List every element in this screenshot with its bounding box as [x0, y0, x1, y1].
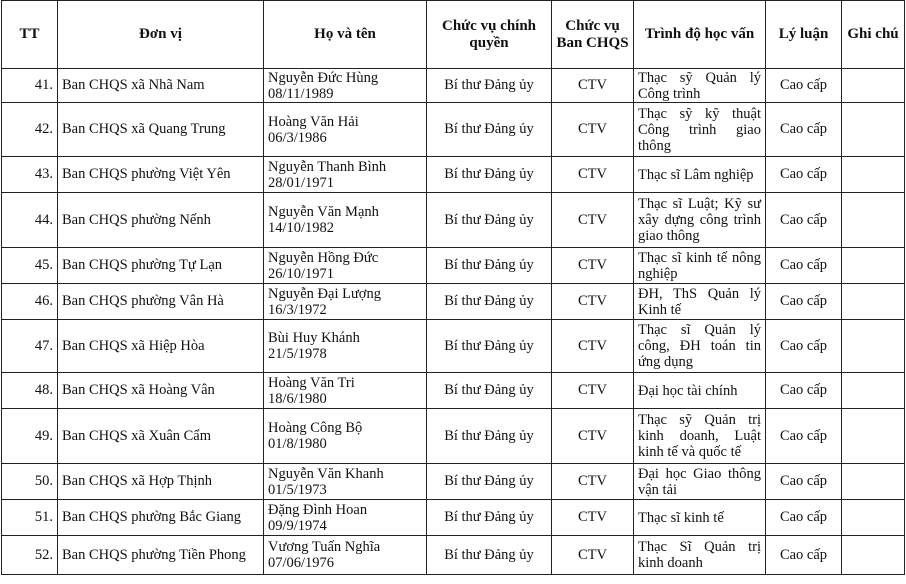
note-cell [842, 284, 905, 320]
birth-date: 01/8/1980 [268, 436, 327, 452]
theory-cell: Cao cấp [766, 193, 842, 248]
theory-cell: Cao cấp [766, 500, 842, 536]
birth-date: 06/3/1986 [268, 129, 327, 146]
name-cell [264, 157, 427, 193]
education-cell: Thạc sĩ kinh tế nông nghiệp [634, 248, 766, 284]
chqs-position-cell: CTV [552, 103, 634, 157]
unit-cell: Ban CHQS xã Xuân Cẩm [58, 409, 264, 464]
header-education: Trình độ học vấn [634, 1, 766, 69]
header-theory: Lý luận [766, 1, 842, 69]
unit-cell: Ban CHQS phường Vân Hà [58, 284, 264, 320]
full-name: Đặng Đình Hoan [268, 501, 368, 518]
position-cell: Bí thư Đảng ủy [427, 193, 552, 248]
table-row [2, 157, 905, 193]
birth-date: 16/3/1972 [268, 301, 327, 318]
table-row [2, 320, 905, 373]
table-row [2, 500, 905, 536]
chqs-position-cell: CTV [552, 248, 634, 284]
note-cell [842, 409, 905, 464]
unit-cell: Ban CHQS phường Tự Lạn [58, 248, 264, 284]
row-number: 45. [2, 248, 58, 284]
table-row [2, 373, 905, 409]
table-row [2, 464, 905, 500]
note-cell [842, 373, 905, 409]
theory-cell: Cao cấp [766, 320, 842, 373]
unit-cell: Ban CHQS xã Hoàng Vân [58, 373, 264, 409]
row-number: 43. [2, 157, 58, 193]
position-cell: Bí thư Đảng ủy [427, 464, 552, 500]
full-name: Nguyễn Đức Hùng [268, 69, 379, 86]
name-cell [264, 536, 427, 575]
position-cell: Bí thư Đảng ủy [427, 284, 552, 320]
header-row [2, 1, 905, 69]
full-name: Bùi Huy Khánh [268, 330, 360, 346]
theory-cell: Cao cấp [766, 157, 842, 193]
row-number: 48. [2, 373, 58, 409]
education-cell: Thạc sĩ Lâm nghiệp [634, 157, 766, 193]
birth-date: 09/9/1974 [268, 517, 327, 534]
chqs-position-cell: CTV [552, 157, 634, 193]
education-cell: Thạc sĩ kinh tế [634, 500, 766, 536]
education-cell: Thạc sỹ Quản trị kinh doanh, Luật kinh tế và quốc tế [634, 409, 766, 464]
position-cell: Bí thư Đảng ủy [427, 320, 552, 373]
chqs-position-cell: CTV [552, 536, 634, 575]
full-name: Nguyễn Văn Khanh [268, 465, 384, 482]
row-number: 46. [2, 284, 58, 320]
unit-cell: Ban CHQS phường Việt Yên [58, 157, 264, 193]
full-name: Nguyễn Thanh Bình [268, 158, 387, 175]
name-cell [264, 373, 427, 409]
education-cell: Đại học tài chính [634, 373, 766, 409]
unit-cell: Ban CHQS xã Hợp Thịnh [58, 464, 264, 500]
theory-cell: Cao cấp [766, 409, 842, 464]
name-cell [264, 103, 427, 157]
unit-cell: Ban CHQS xã Nhã Nam [58, 69, 264, 103]
full-name: Nguyễn Đại Lượng [268, 285, 381, 302]
unit-cell: Ban CHQS xã Hiệp Hòa [58, 320, 264, 373]
row-number: 47. [2, 320, 58, 373]
note-cell [842, 193, 905, 248]
name-cell [264, 69, 427, 103]
unit-cell: Ban CHQS xã Quang Trung [58, 103, 264, 157]
birth-date: 28/01/1971 [268, 174, 335, 191]
theory-cell: Cao cấp [766, 536, 842, 575]
birth-date: 14/10/1982 [268, 220, 335, 236]
full-name: Nguyễn Văn Mạnh [268, 204, 379, 220]
table-row [2, 284, 905, 320]
education-cell: Thạc Sĩ Quản trị kinh doanh [634, 536, 766, 575]
name-cell [264, 464, 427, 500]
note-cell [842, 536, 905, 575]
position-cell: Bí thư Đảng ủy [427, 103, 552, 157]
row-number: 52. [2, 536, 58, 575]
table-row [2, 248, 905, 284]
chqs-position-cell: CTV [552, 409, 634, 464]
table-row [2, 103, 905, 157]
birth-date: 07/06/1976 [268, 555, 335, 571]
unit-cell: Ban CHQS phường Tiền Phong [58, 536, 264, 575]
name-cell [264, 409, 427, 464]
chqs-position-cell: CTV [552, 69, 634, 103]
education-cell: ĐH, ThS Quản lý Kinh tế [634, 284, 766, 320]
note-cell [842, 157, 905, 193]
full-name: Vương Tuấn Nghĩa [268, 539, 381, 555]
position-cell: Bí thư Đảng ủy [427, 248, 552, 284]
row-number: 49. [2, 409, 58, 464]
position-cell: Bí thư Đảng ủy [427, 536, 552, 575]
unit-cell: Ban CHQS phường Bắc Giang [58, 500, 264, 536]
position-cell: Bí thư Đảng ủy [427, 409, 552, 464]
chqs-position-cell: CTV [552, 464, 634, 500]
full-name: Hoàng Văn Tri [268, 374, 355, 391]
theory-cell: Cao cấp [766, 373, 842, 409]
row-number: 50. [2, 464, 58, 500]
personnel-table [1, 0, 905, 575]
header-note: Ghi chú [842, 1, 905, 69]
note-cell [842, 320, 905, 373]
theory-cell: Cao cấp [766, 69, 842, 103]
note-cell [842, 500, 905, 536]
row-number: 44. [2, 193, 58, 248]
education-cell: Đại học Giao thông vận tải [634, 464, 766, 500]
row-number: 42. [2, 103, 58, 157]
birth-date: 01/5/1973 [268, 481, 327, 498]
theory-cell: Cao cấp [766, 248, 842, 284]
table-row [2, 536, 905, 575]
chqs-position-cell: CTV [552, 193, 634, 248]
name-cell [264, 320, 427, 373]
birth-date: 18/6/1980 [268, 390, 327, 407]
full-name: Nguyễn Hồng Đức [268, 249, 379, 266]
header-position: Chức vụ chính quyền [427, 1, 552, 69]
position-cell: Bí thư Đảng ủy [427, 500, 552, 536]
note-cell [842, 248, 905, 284]
birth-date: 21/5/1978 [268, 346, 327, 362]
education-cell: Thạc sỹ kỹ thuật Công trình giao thông [634, 103, 766, 157]
unit-cell: Ban CHQS phường Nếnh [58, 193, 264, 248]
note-cell [842, 69, 905, 103]
name-cell [264, 284, 427, 320]
theory-cell: Cao cấp [766, 284, 842, 320]
chqs-position-cell: CTV [552, 320, 634, 373]
table-row [2, 69, 905, 103]
header-name: Họ và tên [264, 1, 427, 69]
row-number: 41. [2, 69, 58, 103]
education-cell: Thạc sĩ Luật; Kỹ sư xây dựng công trình giao thông [634, 193, 766, 248]
full-name: Hoàng Công Bộ [268, 420, 363, 436]
header-unit: Đơn vị [58, 1, 264, 69]
header-chqs: Chức vụ Ban CHQS [552, 1, 634, 69]
table-row [2, 193, 905, 248]
education-cell: Thạc sĩ Quản lý công, ĐH toán tin ứng dụng [634, 320, 766, 373]
header-tt: TT [2, 1, 58, 69]
birth-date: 26/10/1971 [268, 265, 335, 282]
theory-cell: Cao cấp [766, 464, 842, 500]
name-cell [264, 500, 427, 536]
education-cell: Thạc sỹ Quản lý Công trình [634, 69, 766, 103]
chqs-position-cell: CTV [552, 284, 634, 320]
note-cell [842, 464, 905, 500]
theory-cell: Cao cấp [766, 103, 842, 157]
position-cell: Bí thư Đảng ủy [427, 157, 552, 193]
table-row [2, 409, 905, 464]
name-cell [264, 193, 427, 248]
note-cell [842, 103, 905, 157]
name-cell [264, 248, 427, 284]
full-name: Hoàng Văn Hải [268, 113, 359, 130]
birth-date: 08/11/1989 [268, 85, 334, 102]
position-cell: Bí thư Đảng ủy [427, 69, 552, 103]
chqs-position-cell: CTV [552, 500, 634, 536]
row-number: 51. [2, 500, 58, 536]
chqs-position-cell: CTV [552, 373, 634, 409]
position-cell: Bí thư Đảng ủy [427, 373, 552, 409]
